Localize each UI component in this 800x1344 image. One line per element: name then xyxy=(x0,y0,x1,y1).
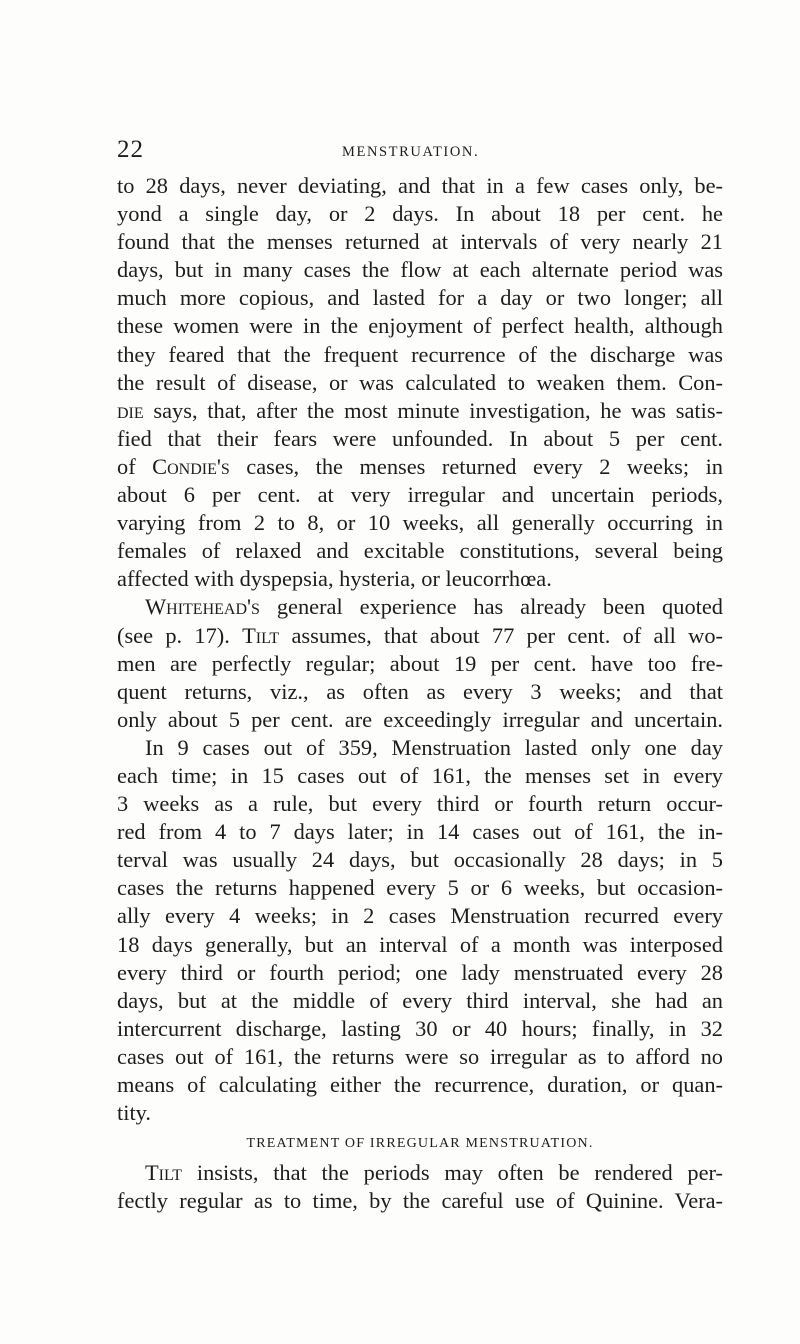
body-text xyxy=(117,172,723,1215)
text-line: only about 5 per cent. are exceedingly irregular and uncertain. xyxy=(117,706,723,732)
text-line: varying from 2 to 8, or 10 weeks, all generally occurring in xyxy=(117,510,723,536)
text-line: cases the returns happened every 5 or 6 weeks, but occasion- xyxy=(117,875,723,901)
page-header xyxy=(117,136,717,166)
author-name: Whitehead's xyxy=(145,594,260,620)
text-line: found that the menses returned at intervals of very nearly 21 xyxy=(117,229,723,255)
author-name: Tilt xyxy=(242,622,280,648)
text-line: yond a single day, or 2 days. In about 18 per cent. he xyxy=(117,201,723,227)
text-line: they feared that the frequent recurrence of the discharge was xyxy=(117,341,723,367)
text-line: fectly regular as to time, by the careful use of Quinine. Vera- xyxy=(117,1188,723,1214)
text-line: intercurrent discharge, lasting 30 or 40 hours; finally, in 32 xyxy=(117,1015,723,1041)
text-line: means of calculating either the recurrence, duration, or quan- xyxy=(117,1072,723,1097)
text-line: these women were in the enjoyment of perfect health, although xyxy=(117,313,723,339)
text-line: red from 4 to 7 days later; in 14 cases out of 161, the in- xyxy=(117,819,723,845)
section-heading: TREATMENT OF IRREGULAR MENSTRUATION. xyxy=(246,1136,594,1152)
text-line: 18 days generally, but an interval of a month was interposed xyxy=(117,931,723,957)
text-line xyxy=(117,397,723,425)
text-run: says, that, after the most minute investigation, he was satis- xyxy=(143,397,723,423)
author-name: Tilt xyxy=(145,1160,183,1186)
text-line: terval was usually 24 days, but occasionally 28 days; in 5 xyxy=(117,847,723,873)
text-line: tity. xyxy=(117,1100,152,1126)
text-line: ally every 4 weeks; in 2 cases Menstruation recurred every xyxy=(117,903,723,929)
author-name: die xyxy=(117,397,144,423)
text-line: men are perfectly regular; about 19 per cent. have too fre- xyxy=(117,650,723,676)
text-line: fied that their fears were unfounded. In about 5 per cent. xyxy=(117,425,723,451)
text-line: cases out of 161, the returns were so irregular as to afford no xyxy=(117,1043,723,1069)
text-line: quent returns, viz., as often as every 3 weeks; and that xyxy=(117,678,723,704)
text-line: each time; in 15 cases out of 161, the menses set in every xyxy=(117,762,723,788)
page-number: 22 xyxy=(117,136,144,163)
text-line: 3 weeks as a rule, but every third or fourth return occur- xyxy=(117,791,723,817)
text-line: affected with dyspepsia, hysteria, or leucorrhœa. xyxy=(117,566,552,592)
text-line xyxy=(117,453,723,481)
text-line: the result of disease, or was calculated to weaken them. Con- xyxy=(117,369,723,395)
text-line: about 6 per cent. at very irregular and uncertain periods, xyxy=(117,482,723,508)
text-line xyxy=(117,622,723,650)
text-run: assumes, that about 77 per cent. of all wo- xyxy=(279,622,723,648)
text-line: much more copious, and lasted for a day or two longer; all xyxy=(117,285,723,311)
text-line: In 9 cases out of 359, Menstruation lasted only one day xyxy=(145,734,723,760)
author-name: Condie's xyxy=(152,453,230,479)
paragraph-3 xyxy=(117,1159,723,1215)
paragraph-1 xyxy=(117,172,723,593)
text-run: cases, the menses returned every 2 weeks; in xyxy=(229,453,723,479)
text-line: females of relaxed and excitable constitutions, several being xyxy=(117,538,723,564)
text-line: days, but at the middle of every third interval, she had an xyxy=(117,987,723,1013)
running-title: MENSTRUATION. xyxy=(342,144,480,160)
paragraph-2 xyxy=(117,593,723,1127)
text-run: general experience has already been quoted xyxy=(259,594,723,620)
text-run: of xyxy=(117,453,153,479)
text-line: every third or fourth period; one lady menstruated every 28 xyxy=(117,959,723,985)
text-run: insists, that the periods may often be rendered per- xyxy=(182,1160,723,1186)
text-line xyxy=(117,1159,723,1187)
text-run: (see p. 17). xyxy=(117,622,243,648)
text-line: to 28 days, never deviating, and that in a few cases only, be- xyxy=(117,173,723,198)
text-line: days, but in many cases the flow at each alternate period was xyxy=(117,257,723,283)
text-line xyxy=(117,593,723,621)
